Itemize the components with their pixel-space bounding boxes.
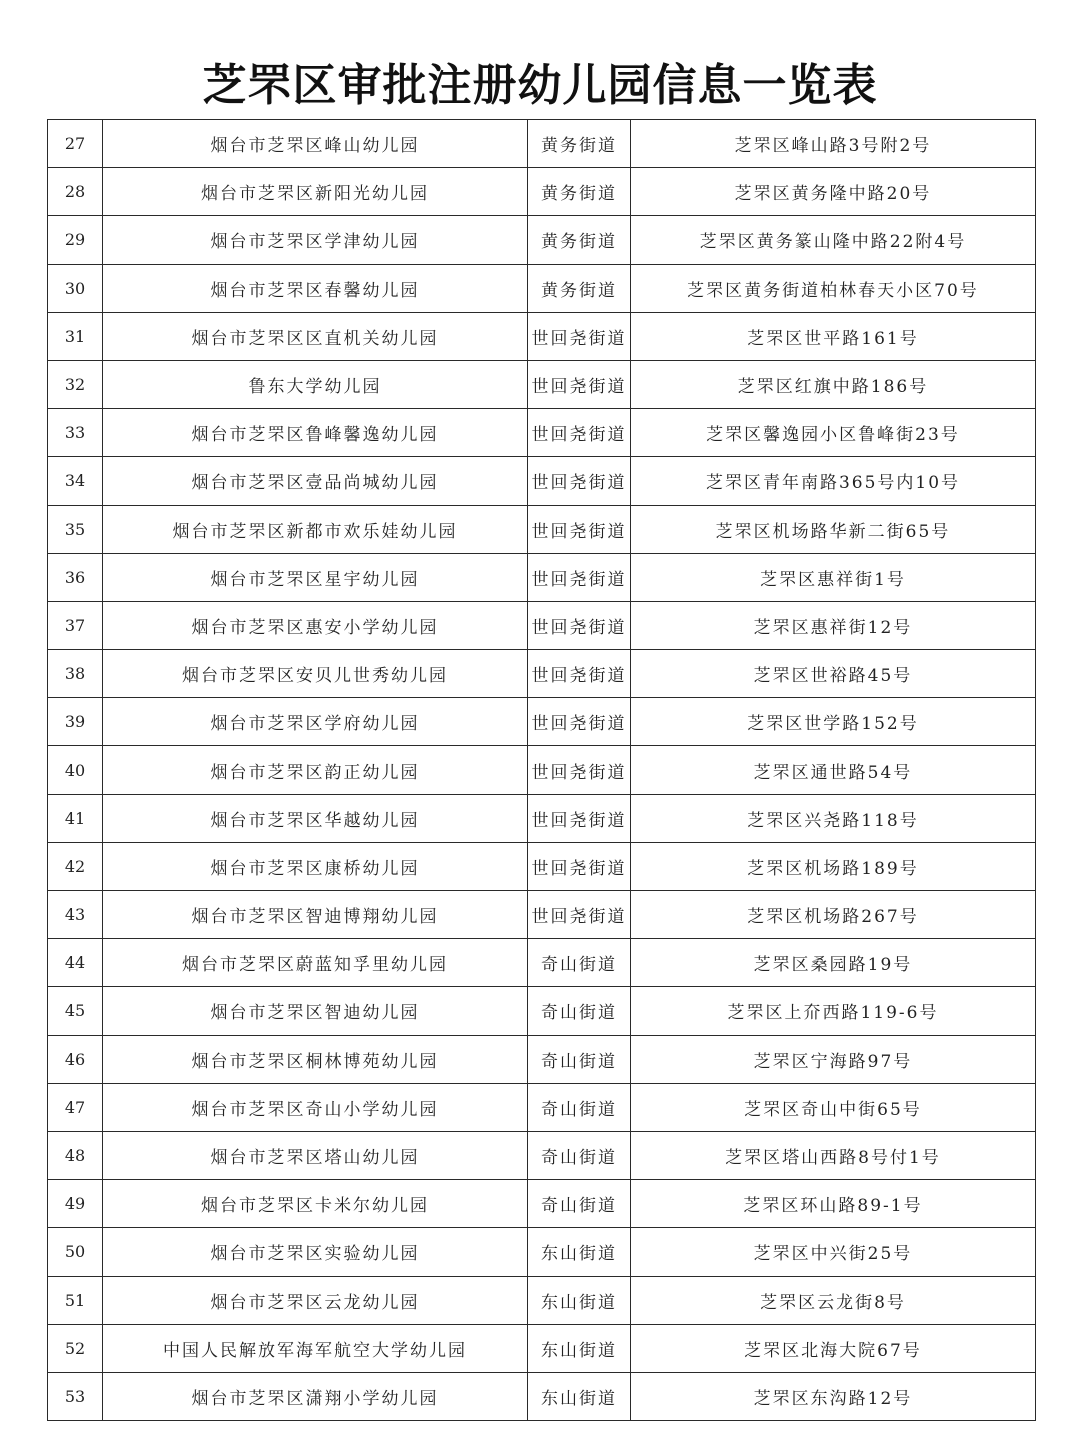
address-cell: 芝罘区中兴街25号	[631, 1228, 1036, 1276]
kindergarten-name-cell: 烟台市芝罘区塔山幼儿园	[103, 1131, 528, 1179]
address-cell: 芝罘区黄务隆中路20号	[631, 168, 1036, 216]
table-row	[48, 1228, 1036, 1276]
table-row	[48, 553, 1036, 601]
kindergarten-name-cell: 烟台市芝罘区新都市欢乐娃幼儿园	[103, 505, 528, 553]
kindergarten-name-cell: 烟台市芝罘区奇山小学幼儿园	[103, 1083, 528, 1131]
row-number-cell: 52	[48, 1324, 103, 1372]
row-number-cell: 51	[48, 1276, 103, 1324]
kindergarten-name-cell: 烟台市芝罘区学府幼儿园	[103, 698, 528, 746]
page-title: 芝罘区审批注册幼儿园信息一览表	[202, 60, 878, 111]
address-cell: 芝罘区东沟路12号	[631, 1372, 1036, 1420]
table-row	[48, 1083, 1036, 1131]
street-office-cell: 奇山街道	[528, 1035, 631, 1083]
row-number-cell: 38	[48, 650, 103, 698]
row-number-cell: 27	[48, 120, 103, 168]
table-row	[48, 505, 1036, 553]
kindergarten-name-cell: 烟台市芝罘区桐林博苑幼儿园	[103, 1035, 528, 1083]
kindergarten-table	[47, 119, 1036, 1421]
table-row	[48, 842, 1036, 890]
row-number-cell: 46	[48, 1035, 103, 1083]
table-row	[48, 312, 1036, 360]
street-office-cell: 奇山街道	[528, 1131, 631, 1179]
kindergarten-name-cell: 烟台市芝罘区星宇幼儿园	[103, 553, 528, 601]
table-row	[48, 698, 1036, 746]
street-office-cell: 世回尧街道	[528, 312, 631, 360]
kindergarten-name-cell: 烟台市芝罘区安贝儿世秀幼儿园	[103, 650, 528, 698]
street-office-cell: 奇山街道	[528, 1083, 631, 1131]
kindergarten-name-cell: 烟台市芝罘区康桥幼儿园	[103, 842, 528, 890]
street-office-cell: 世回尧街道	[528, 360, 631, 408]
street-office-cell: 世回尧街道	[528, 505, 631, 553]
street-office-cell: 东山街道	[528, 1324, 631, 1372]
row-number-cell: 29	[48, 216, 103, 264]
row-number-cell: 42	[48, 842, 103, 890]
street-office-cell: 世回尧街道	[528, 698, 631, 746]
table-row	[48, 891, 1036, 939]
kindergarten-name-cell: 烟台市芝罘区鲁峰馨逸幼儿园	[103, 409, 528, 457]
row-number-cell: 47	[48, 1083, 103, 1131]
address-cell: 芝罘区黄务街道柏林春天小区70号	[631, 264, 1036, 312]
table-row	[48, 264, 1036, 312]
row-number-cell: 30	[48, 264, 103, 312]
address-cell: 芝罘区青年南路365号内10号	[631, 457, 1036, 505]
table-row	[48, 939, 1036, 987]
address-cell: 芝罘区惠祥街12号	[631, 601, 1036, 649]
address-cell: 芝罘区馨逸园小区鲁峰街23号	[631, 409, 1036, 457]
street-office-cell: 奇山街道	[528, 1180, 631, 1228]
kindergarten-name-cell: 烟台市芝罘区蔚蓝知孚里幼儿园	[103, 939, 528, 987]
kindergarten-name-cell: 中国人民解放军海军航空大学幼儿园	[103, 1324, 528, 1372]
street-office-cell: 世回尧街道	[528, 842, 631, 890]
street-office-cell: 世回尧街道	[528, 553, 631, 601]
street-office-cell: 东山街道	[528, 1372, 631, 1420]
table-row	[48, 1276, 1036, 1324]
address-cell: 芝罘区峰山路3号附2号	[631, 120, 1036, 168]
street-office-cell: 世回尧街道	[528, 891, 631, 939]
table-row	[48, 168, 1036, 216]
table-row	[48, 794, 1036, 842]
row-number-cell: 48	[48, 1131, 103, 1179]
row-number-cell: 31	[48, 312, 103, 360]
kindergarten-name-cell: 烟台市芝罘区学津幼儿园	[103, 216, 528, 264]
address-cell: 芝罘区上夼西路119-6号	[631, 987, 1036, 1035]
table-row	[48, 1372, 1036, 1420]
address-cell: 芝罘区北海大院67号	[631, 1324, 1036, 1372]
street-office-cell: 世回尧街道	[528, 409, 631, 457]
row-number-cell: 36	[48, 553, 103, 601]
kindergarten-name-cell: 烟台市芝罘区潇翔小学幼儿园	[103, 1372, 528, 1420]
address-cell: 芝罘区桑园路19号	[631, 939, 1036, 987]
row-number-cell: 41	[48, 794, 103, 842]
kindergarten-table-container	[47, 119, 1035, 1421]
table-row	[48, 216, 1036, 264]
row-number-cell: 43	[48, 891, 103, 939]
table-row	[48, 120, 1036, 168]
kindergarten-name-cell: 烟台市芝罘区华越幼儿园	[103, 794, 528, 842]
street-office-cell: 世回尧街道	[528, 794, 631, 842]
street-office-cell: 黄务街道	[528, 264, 631, 312]
table-body	[48, 120, 1036, 1421]
kindergarten-name-cell: 烟台市芝罘区智迪博翔幼儿园	[103, 891, 528, 939]
row-number-cell: 32	[48, 360, 103, 408]
address-cell: 芝罘区云龙街8号	[631, 1276, 1036, 1324]
address-cell: 芝罘区塔山西路8号付1号	[631, 1131, 1036, 1179]
table-row	[48, 457, 1036, 505]
street-office-cell: 黄务街道	[528, 120, 631, 168]
table-row	[48, 1324, 1036, 1372]
kindergarten-name-cell: 烟台市芝罘区智迪幼儿园	[103, 987, 528, 1035]
address-cell: 芝罘区奇山中街65号	[631, 1083, 1036, 1131]
address-cell: 芝罘区宁海路97号	[631, 1035, 1036, 1083]
row-number-cell: 50	[48, 1228, 103, 1276]
kindergarten-name-cell: 烟台市芝罘区春馨幼儿园	[103, 264, 528, 312]
table-row	[48, 601, 1036, 649]
table-row	[48, 360, 1036, 408]
kindergarten-name-cell: 烟台市芝罘区区直机关幼儿园	[103, 312, 528, 360]
row-number-cell: 33	[48, 409, 103, 457]
row-number-cell: 53	[48, 1372, 103, 1420]
address-cell: 芝罘区机场路189号	[631, 842, 1036, 890]
row-number-cell: 49	[48, 1180, 103, 1228]
table-row	[48, 1131, 1036, 1179]
address-cell: 芝罘区世裕路45号	[631, 650, 1036, 698]
street-office-cell: 黄务街道	[528, 216, 631, 264]
street-office-cell: 奇山街道	[528, 939, 631, 987]
kindergarten-name-cell: 鲁东大学幼儿园	[103, 360, 528, 408]
kindergarten-name-cell: 烟台市芝罘区壹品尚城幼儿园	[103, 457, 528, 505]
kindergarten-name-cell: 烟台市芝罘区云龙幼儿园	[103, 1276, 528, 1324]
address-cell: 芝罘区兴尧路118号	[631, 794, 1036, 842]
kindergarten-name-cell: 烟台市芝罘区卡米尔幼儿园	[103, 1180, 528, 1228]
street-office-cell: 世回尧街道	[528, 650, 631, 698]
kindergarten-name-cell: 烟台市芝罘区韵正幼儿园	[103, 746, 528, 794]
row-number-cell: 40	[48, 746, 103, 794]
table-row	[48, 650, 1036, 698]
table-row	[48, 1180, 1036, 1228]
address-cell: 芝罘区黄务篆山隆中路22附4号	[631, 216, 1036, 264]
street-office-cell: 东山街道	[528, 1276, 631, 1324]
row-number-cell: 34	[48, 457, 103, 505]
address-cell: 芝罘区通世路54号	[631, 746, 1036, 794]
kindergarten-name-cell: 烟台市芝罘区惠安小学幼儿园	[103, 601, 528, 649]
row-number-cell: 45	[48, 987, 103, 1035]
street-office-cell: 东山街道	[528, 1228, 631, 1276]
row-number-cell: 35	[48, 505, 103, 553]
address-cell: 芝罘区环山路89-1号	[631, 1180, 1036, 1228]
street-office-cell: 世回尧街道	[528, 746, 631, 794]
address-cell: 芝罘区机场路华新二街65号	[631, 505, 1036, 553]
street-office-cell: 奇山街道	[528, 987, 631, 1035]
row-number-cell: 28	[48, 168, 103, 216]
street-office-cell: 黄务街道	[528, 168, 631, 216]
table-row	[48, 409, 1036, 457]
address-cell: 芝罘区机场路267号	[631, 891, 1036, 939]
kindergarten-name-cell: 烟台市芝罘区新阳光幼儿园	[103, 168, 528, 216]
street-office-cell: 世回尧街道	[528, 457, 631, 505]
address-cell: 芝罘区红旗中路186号	[631, 360, 1036, 408]
table-row	[48, 1035, 1036, 1083]
table-row	[48, 746, 1036, 794]
row-number-cell: 44	[48, 939, 103, 987]
street-office-cell: 世回尧街道	[528, 601, 631, 649]
address-cell: 芝罘区世学路152号	[631, 698, 1036, 746]
kindergarten-name-cell: 烟台市芝罘区峰山幼儿园	[103, 120, 528, 168]
row-number-cell: 37	[48, 601, 103, 649]
address-cell: 芝罘区惠祥街1号	[631, 553, 1036, 601]
address-cell: 芝罘区世平路161号	[631, 312, 1036, 360]
row-number-cell: 39	[48, 698, 103, 746]
kindergarten-name-cell: 烟台市芝罘区实验幼儿园	[103, 1228, 528, 1276]
table-row	[48, 987, 1036, 1035]
